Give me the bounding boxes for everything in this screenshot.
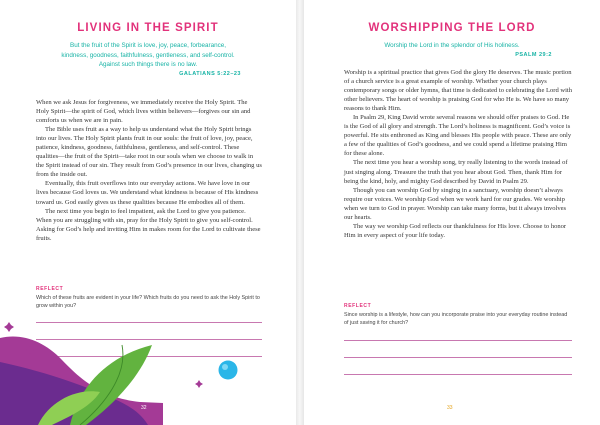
right-body-text <box>344 68 572 240</box>
blue-dot-highlight <box>222 364 228 370</box>
paragraph: The Bible uses fruit as a way to help us understand what the Holy Spirit brings into our lives. The Holy Spirit plants fruit in our souls: the fruit of love, joy, peace, patience, kindness, goodness, faithfulness, gentleness, and self-control. These qualities—the fruit of the Spirit—take root in our souls when we choose to walk in the Spirit instead of our sin. They result from God’s presence in our lives, changing us from the inside out. <box>36 126 262 179</box>
paragraph: The next time you begin to feel impatient, ask the Lord to give you patience. When you are struggling with sin, pray for the Holy Spirit to give you self-control. Asking for God’s help and inviting Him in makes room for the Lord to cultivate these fruits. <box>36 207 261 242</box>
paragraph: Eventually, this fruit overflows into our everyday actions. We have love in our lives because God loves us. We understand what kindness is because of His kindness toward us. God easily gives us these qualities because He embodies all of them. <box>36 180 259 206</box>
verse-line: kindness, goodness, faithfulness, gentleness, and self-control. <box>61 51 235 59</box>
writing-line <box>344 340 572 341</box>
right-page <box>304 0 600 425</box>
corner-leaf-illustration <box>0 0 296 425</box>
page-number: 33 <box>447 405 453 411</box>
paragraph: The way we worship God reflects our thankfulness for His love. Choose to honor Him in every aspect of your life today. <box>344 222 567 239</box>
right-verse <box>304 41 600 60</box>
blue-dot <box>219 361 238 380</box>
paragraph: In Psalm 29, King David wrote several reasons we should offer praises to God. He is the God of all glory and strength. The Lord’s holiness is magnificent. God’s voice is powerful. He sits enthroned as King and blesses His people with peace. These are only a few of the qualities of God’s goodness, and we could spend a lifetime praising Him for these alone. <box>344 114 572 158</box>
verse-line: Against such things there is no law. <box>98 61 198 69</box>
left-page <box>0 0 296 425</box>
book-gutter <box>296 0 304 425</box>
paragraph: Worship is a spiritual practice that gives God the glory He deserves. The music portion of a church service is a great example of worship. Whether your church plays contemporary songs or older hymns, that time is dedicated to celebrating the Lord with other believers. The heart of worship is praising God for who He is. We have so many reasons to thank Him. <box>344 69 572 113</box>
reflect-question: Which of these fruits are evident in your life? Which fruits do you need to ask the Holy Spirit to grow within you? <box>36 295 260 310</box>
reflect-question: Since worship is a lifestyle, how can you incorporate praise into your everyday routine instead of just saving it for church? <box>344 312 568 327</box>
paragraph: The next time you hear a worship song, try really listening to the words instead of just singing along. Treasure the truth that you hear about God. Then, thank Him for being the kind, holy, and mighty God described by David in Psalm 29. <box>344 159 568 185</box>
writing-line <box>344 357 572 358</box>
verse-line: Worship the Lord in the splendor of His holiness. <box>384 42 520 49</box>
left-page-title: LIVING IN THE SPIRIT <box>77 22 219 34</box>
right-page-title: WORSHIPPING THE LORD <box>368 22 536 34</box>
paragraph: When we ask Jesus for forgiveness, we immediately receive the Holy Spirit. The Holy Spirit—the spirit of God, which lives within believers—forgives our sin and comforts us when we are in pain. <box>36 99 251 125</box>
writing-line <box>344 374 572 375</box>
sparkle-icon <box>4 322 14 332</box>
verse-line: But the fruit of the Spirit is love, joy, peace, forbearance, <box>70 42 226 49</box>
page-number: 32 <box>141 405 147 411</box>
reflect-label: REFLECT <box>344 303 372 309</box>
sparkle-icon <box>195 380 203 388</box>
reflect-label: REFLECT <box>36 286 64 292</box>
verse-reference: PSALM 29:2 <box>515 51 552 58</box>
verse-reference: GALATIANS 5:22–23 <box>179 70 241 77</box>
paragraph: Though you can worship God by singing in a sanctuary, worship doesn’t always require our voices. We worship God when we work hard for our grades. We worship when we turn to God in prayer. Worship can take many forms, but it always involves our hearts. <box>344 186 567 221</box>
